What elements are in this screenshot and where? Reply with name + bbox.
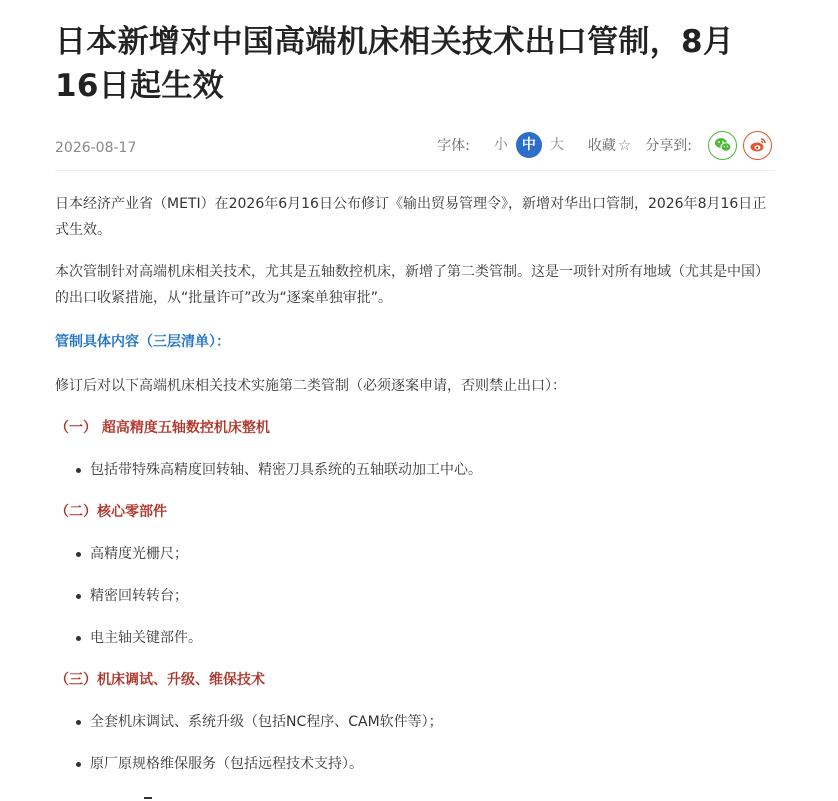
article — [55, 0, 775, 777]
share-wechat-button[interactable] — [708, 131, 737, 160]
font-size-small-button[interactable]: 小 — [493, 137, 508, 153]
list-item: 原厂原规格维保服务（包括远程技术支持）。 — [55, 751, 775, 777]
paragraph: 日本经济产业省（METI）在2026年6月16日公布修订《输出贸易管理令》，新增对华出口管制，2026年8月16日正式生效。 — [55, 196, 767, 238]
article-meta-bar — [55, 130, 775, 171]
list-item: 包括带特殊高精度回转轴、精密刀具系统的五轴联动加工中心。 — [55, 457, 775, 483]
intro-paragraph: 修订后对以下高端机床相关技术实施第二类管制（必须逐案申请，否则禁止出口）： — [55, 378, 566, 394]
cut-off-text-fragment — [144, 797, 152, 799]
section-heading: 管制具体内容（三层清单）： — [55, 334, 230, 350]
list-item: 全套机床调试、系统升级（包括NC程序、CAM软件等）； — [55, 709, 775, 735]
collect-button[interactable] — [588, 135, 631, 155]
category-list — [55, 541, 775, 651]
share-label: 分享到: — [645, 138, 692, 154]
article-title: 日本新增对中国高端机床相关技术出口管制，8月16日起生效 — [55, 24, 735, 104]
list-item: 精密回转转台； — [55, 583, 775, 609]
article-toolbar — [437, 130, 772, 160]
list-item: 电主轴关键部件。 — [55, 625, 775, 651]
font-size-medium-button[interactable]: 中 — [516, 132, 542, 158]
font-size-label: 字体: — [437, 138, 470, 154]
weibo-icon — [749, 137, 767, 153]
wechat-icon — [714, 137, 732, 153]
font-size-large-button[interactable]: 大 — [549, 137, 564, 153]
category-list — [55, 457, 775, 483]
category-heading: （一） 超高精度五轴数控机床整机 — [55, 420, 270, 436]
star-outline-icon: ☆ — [617, 136, 632, 154]
category-list — [55, 709, 775, 777]
article-body — [55, 191, 775, 777]
share-weibo-button[interactable] — [743, 131, 772, 160]
paragraph: 本次管制针对高端机床相关技术，尤其是五轴数控机床，新增了第二类管制。这是一项针对所有地域（尤其是中国）的出口收紧措施，从“批量许可”改为“逐案单独审批”。 — [55, 264, 769, 306]
publish-date: 2026-08-17 — [55, 140, 137, 156]
category-heading: （二）核心零部件 — [55, 504, 167, 520]
list-item: 高精度光栅尺； — [55, 541, 775, 567]
collect-label: 收藏 — [587, 138, 616, 154]
category-heading: （三）机床调试、升级、维保技术 — [55, 672, 265, 688]
